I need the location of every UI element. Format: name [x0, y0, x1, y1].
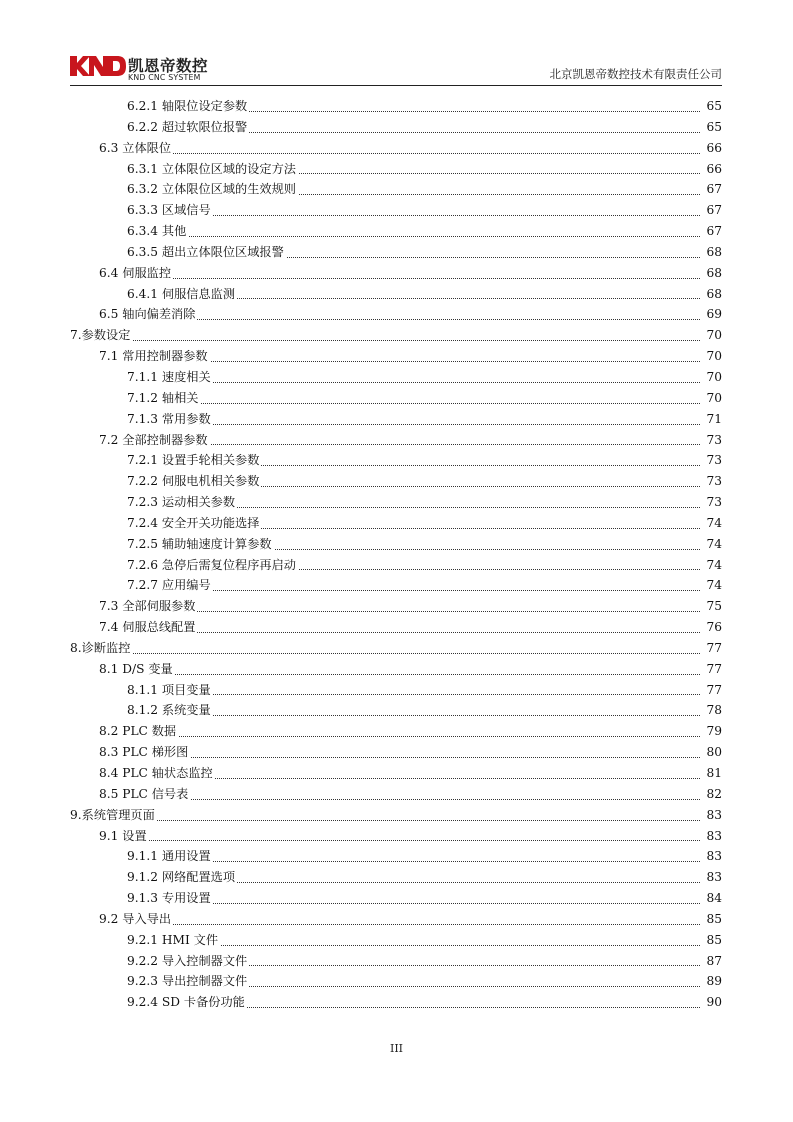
toc-entry[interactable]	[70, 179, 722, 200]
toc-entry-page: 70	[704, 388, 722, 409]
toc-entry[interactable]	[70, 138, 722, 159]
toc-entry-title: 6.2.2 超过软限位报警	[127, 117, 249, 138]
toc-entry-title: 9.2.1 HMI 文件	[127, 930, 220, 951]
toc-entry[interactable]	[70, 638, 722, 659]
toc-entry-page: 90	[704, 992, 722, 1013]
toc-entry-title: 8.5 PLC 信号表	[99, 784, 190, 805]
toc-entry-page: 77	[704, 638, 722, 659]
toc-entry-title: 7.2.1 设置手轮相关参数	[127, 450, 261, 471]
toc-entry[interactable]	[70, 367, 722, 388]
toc-entry-page: 82	[704, 784, 722, 805]
toc-entry-title: 6.3.2 立体限位区域的生效规则	[127, 179, 298, 200]
toc-entry-title: 8.1.2 系统变量	[127, 700, 213, 721]
header-divider	[70, 85, 722, 86]
toc-entry[interactable]	[70, 450, 722, 471]
toc-entry[interactable]	[70, 242, 722, 263]
toc-entry-title: 8.3 PLC 梯形图	[99, 742, 190, 763]
toc-entry[interactable]	[70, 826, 722, 847]
toc-entry-page: 71	[704, 409, 722, 430]
toc-entry-title: 6.3.5 超出立体限位区域报警	[127, 242, 286, 263]
toc-entry-title: 9.1.3 专用设置	[127, 888, 213, 909]
toc-entry-title: 6.3 立体限位	[99, 138, 173, 159]
toc-entry-title: 9.2.2 导入控制器文件	[127, 951, 249, 972]
toc-leader-dots	[127, 590, 700, 591]
toc-entry[interactable]	[70, 555, 722, 576]
toc-entry[interactable]	[70, 388, 722, 409]
toc-entry-title: 6.4.1 伺服信息监测	[127, 284, 237, 305]
toc-entry[interactable]	[70, 492, 722, 513]
toc-entry-page: 83	[704, 826, 722, 847]
toc-entry-title: 8.诊断监控	[70, 638, 132, 659]
toc-entry-title: 7.参数设定	[70, 325, 132, 346]
toc-entry-title: 6.5 轴向偏差消除	[99, 304, 197, 325]
toc-entry[interactable]	[70, 304, 722, 325]
toc-entry-page: 77	[704, 659, 722, 680]
toc-entry-title: 9.1.1 通用设置	[127, 846, 213, 867]
toc-leader-dots	[127, 694, 700, 695]
toc-entry-title: 7.1.1 速度相关	[127, 367, 213, 388]
toc-entry-page: 70	[704, 346, 722, 367]
toc-entry-title: 6.3.1 立体限位区域的设定方法	[127, 159, 298, 180]
toc-leader-dots	[127, 903, 700, 904]
toc-entry-page: 84	[704, 888, 722, 909]
logo-chinese-name: 凯恩帝数控	[128, 57, 209, 75]
page-number: III	[389, 1042, 404, 1055]
toc-entry-page: 80	[704, 742, 722, 763]
table-of-contents	[70, 96, 722, 1013]
toc-leader-dots	[127, 403, 700, 404]
toc-entry[interactable]	[70, 680, 722, 701]
toc-entry[interactable]	[70, 951, 722, 972]
toc-entry-title: 9.1 设置	[99, 826, 149, 847]
toc-leader-dots	[127, 861, 700, 862]
toc-entry-page: 74	[704, 534, 722, 555]
toc-entry-page: 68	[704, 263, 722, 284]
toc-entry-page: 89	[704, 971, 722, 992]
toc-entry-title: 7.1.2 轴相关	[127, 388, 200, 409]
toc-entry-page: 83	[704, 867, 722, 888]
toc-leader-dots	[127, 236, 700, 237]
toc-entry-title: 6.3.3 区域信号	[127, 200, 213, 221]
toc-leader-dots	[70, 340, 700, 341]
toc-entry[interactable]	[70, 96, 722, 117]
toc-entry-title: 6.4 伺服监控	[99, 263, 173, 284]
toc-entry-page: 76	[704, 617, 722, 638]
toc-entry[interactable]	[70, 346, 722, 367]
toc-entry[interactable]	[70, 617, 722, 638]
toc-entry[interactable]	[70, 325, 722, 346]
toc-leader-dots	[70, 653, 700, 654]
toc-entry-title: 6.2.1 轴限位设定参数	[127, 96, 249, 117]
toc-entry[interactable]	[70, 700, 722, 721]
toc-entry-page: 74	[704, 575, 722, 596]
toc-entry[interactable]	[70, 846, 722, 867]
toc-entry[interactable]	[70, 659, 722, 680]
toc-entry-page: 81	[704, 763, 722, 784]
toc-entry[interactable]	[70, 159, 722, 180]
toc-entry-page: 78	[704, 700, 722, 721]
toc-leader-dots	[99, 674, 700, 675]
toc-entry-title: 7.2.7 应用编号	[127, 575, 213, 596]
toc-entry[interactable]	[70, 971, 722, 992]
toc-entry[interactable]	[70, 409, 722, 430]
toc-entry[interactable]	[70, 867, 722, 888]
toc-entry[interactable]	[70, 888, 722, 909]
toc-leader-dots	[99, 278, 700, 279]
toc-entry-title: 7.1 常用控制器参数	[99, 346, 210, 367]
toc-entry-page: 87	[704, 951, 722, 972]
toc-entry-title: 7.4 伺服总线配置	[99, 617, 197, 638]
toc-entry-page: 83	[704, 805, 722, 826]
toc-entry-page: 67	[704, 200, 722, 221]
toc-leader-dots	[127, 424, 700, 425]
toc-entry[interactable]	[70, 200, 722, 221]
logo-english-name: KND CNC SYSTEM	[128, 73, 201, 82]
toc-entry-page: 77	[704, 680, 722, 701]
toc-entry-page: 66	[704, 159, 722, 180]
knd-logo-mark-icon	[70, 55, 126, 77]
toc-entry-page: 68	[704, 242, 722, 263]
company-name: 北京凯恩帝数控技术有限责任公司	[549, 67, 722, 81]
toc-entry-page: 69	[704, 304, 722, 325]
toc-entry[interactable]	[70, 930, 722, 951]
toc-entry-title: 7.2 全部控制器参数	[99, 430, 210, 451]
toc-entry-title: 7.3 全部伺服参数	[99, 596, 197, 617]
toc-entry[interactable]	[70, 513, 722, 534]
toc-entry-page: 79	[704, 721, 722, 742]
toc-entry[interactable]	[70, 992, 722, 1013]
toc-entry[interactable]	[70, 721, 722, 742]
knd-logo	[70, 55, 230, 85]
toc-entry[interactable]	[70, 221, 722, 242]
toc-entry[interactable]	[70, 596, 722, 617]
toc-entry-page: 70	[704, 325, 722, 346]
toc-leader-dots	[127, 382, 700, 383]
toc-entry-title: 8.2 PLC 数据	[99, 721, 178, 742]
toc-entry-page: 73	[704, 450, 722, 471]
toc-entry-page: 74	[704, 513, 722, 534]
toc-entry-page: 83	[704, 846, 722, 867]
toc-entry-page: 68	[704, 284, 722, 305]
toc-entry-page: 74	[704, 555, 722, 576]
toc-entry-page: 73	[704, 492, 722, 513]
toc-entry[interactable]	[70, 575, 722, 596]
toc-entry-page: 85	[704, 909, 722, 930]
toc-entry-page: 65	[704, 96, 722, 117]
toc-leader-dots	[99, 736, 700, 737]
toc-entry[interactable]	[70, 763, 722, 784]
toc-entry-title: 6.3.4 其他	[127, 221, 188, 242]
toc-entry[interactable]	[70, 471, 722, 492]
toc-entry-page: 73	[704, 430, 722, 451]
toc-entry-title: 7.1.3 常用参数	[127, 409, 213, 430]
toc-entry-title: 9.1.2 网络配置选项	[127, 867, 237, 888]
toc-entry[interactable]	[70, 784, 722, 805]
toc-entry-title: 8.1 D/S 变量	[99, 659, 175, 680]
toc-entry[interactable]	[70, 805, 722, 826]
toc-entry-title: 9.2.4 SD 卡备份功能	[127, 992, 247, 1013]
toc-leader-dots	[99, 840, 700, 841]
toc-entry-title: 7.2.6 急停后需复位程序再启动	[127, 555, 298, 576]
toc-entry-title: 7.2.4 安全开关功能选择	[127, 513, 261, 534]
toc-entry-title: 8.1.1 项目变量	[127, 680, 213, 701]
toc-leader-dots	[99, 924, 700, 925]
toc-entry[interactable]	[70, 263, 722, 284]
toc-entry-title: 9.2.3 导出控制器文件	[127, 971, 249, 992]
toc-entry-page: 65	[704, 117, 722, 138]
toc-entry-title: 7.2.5 辅助轴速度计算参数	[127, 534, 274, 555]
toc-entry[interactable]	[70, 742, 722, 763]
toc-entry-page: 85	[704, 930, 722, 951]
toc-entry-page: 67	[704, 179, 722, 200]
page-header	[70, 52, 722, 86]
toc-leader-dots	[99, 153, 700, 154]
toc-entry-page: 66	[704, 138, 722, 159]
toc-leader-dots	[127, 715, 700, 716]
toc-entry-page: 73	[704, 471, 722, 492]
toc-entry-title: 7.2.2 伺服电机相关参数	[127, 471, 261, 492]
toc-entry[interactable]	[70, 534, 722, 555]
toc-entry[interactable]	[70, 430, 722, 451]
toc-entry-page: 75	[704, 596, 722, 617]
toc-entry-title: 8.4 PLC 轴状态监控	[99, 763, 215, 784]
toc-entry-title: 9.2 导入导出	[99, 909, 173, 930]
toc-entry[interactable]	[70, 909, 722, 930]
toc-entry-title: 9.系统管理页面	[70, 805, 157, 826]
toc-entry-title: 7.2.3 运动相关参数	[127, 492, 237, 513]
toc-leader-dots	[70, 820, 700, 821]
toc-entry-page: 67	[704, 221, 722, 242]
toc-entry[interactable]	[70, 284, 722, 305]
toc-entry[interactable]	[70, 117, 722, 138]
toc-leader-dots	[127, 215, 700, 216]
toc-entry-page: 70	[704, 367, 722, 388]
